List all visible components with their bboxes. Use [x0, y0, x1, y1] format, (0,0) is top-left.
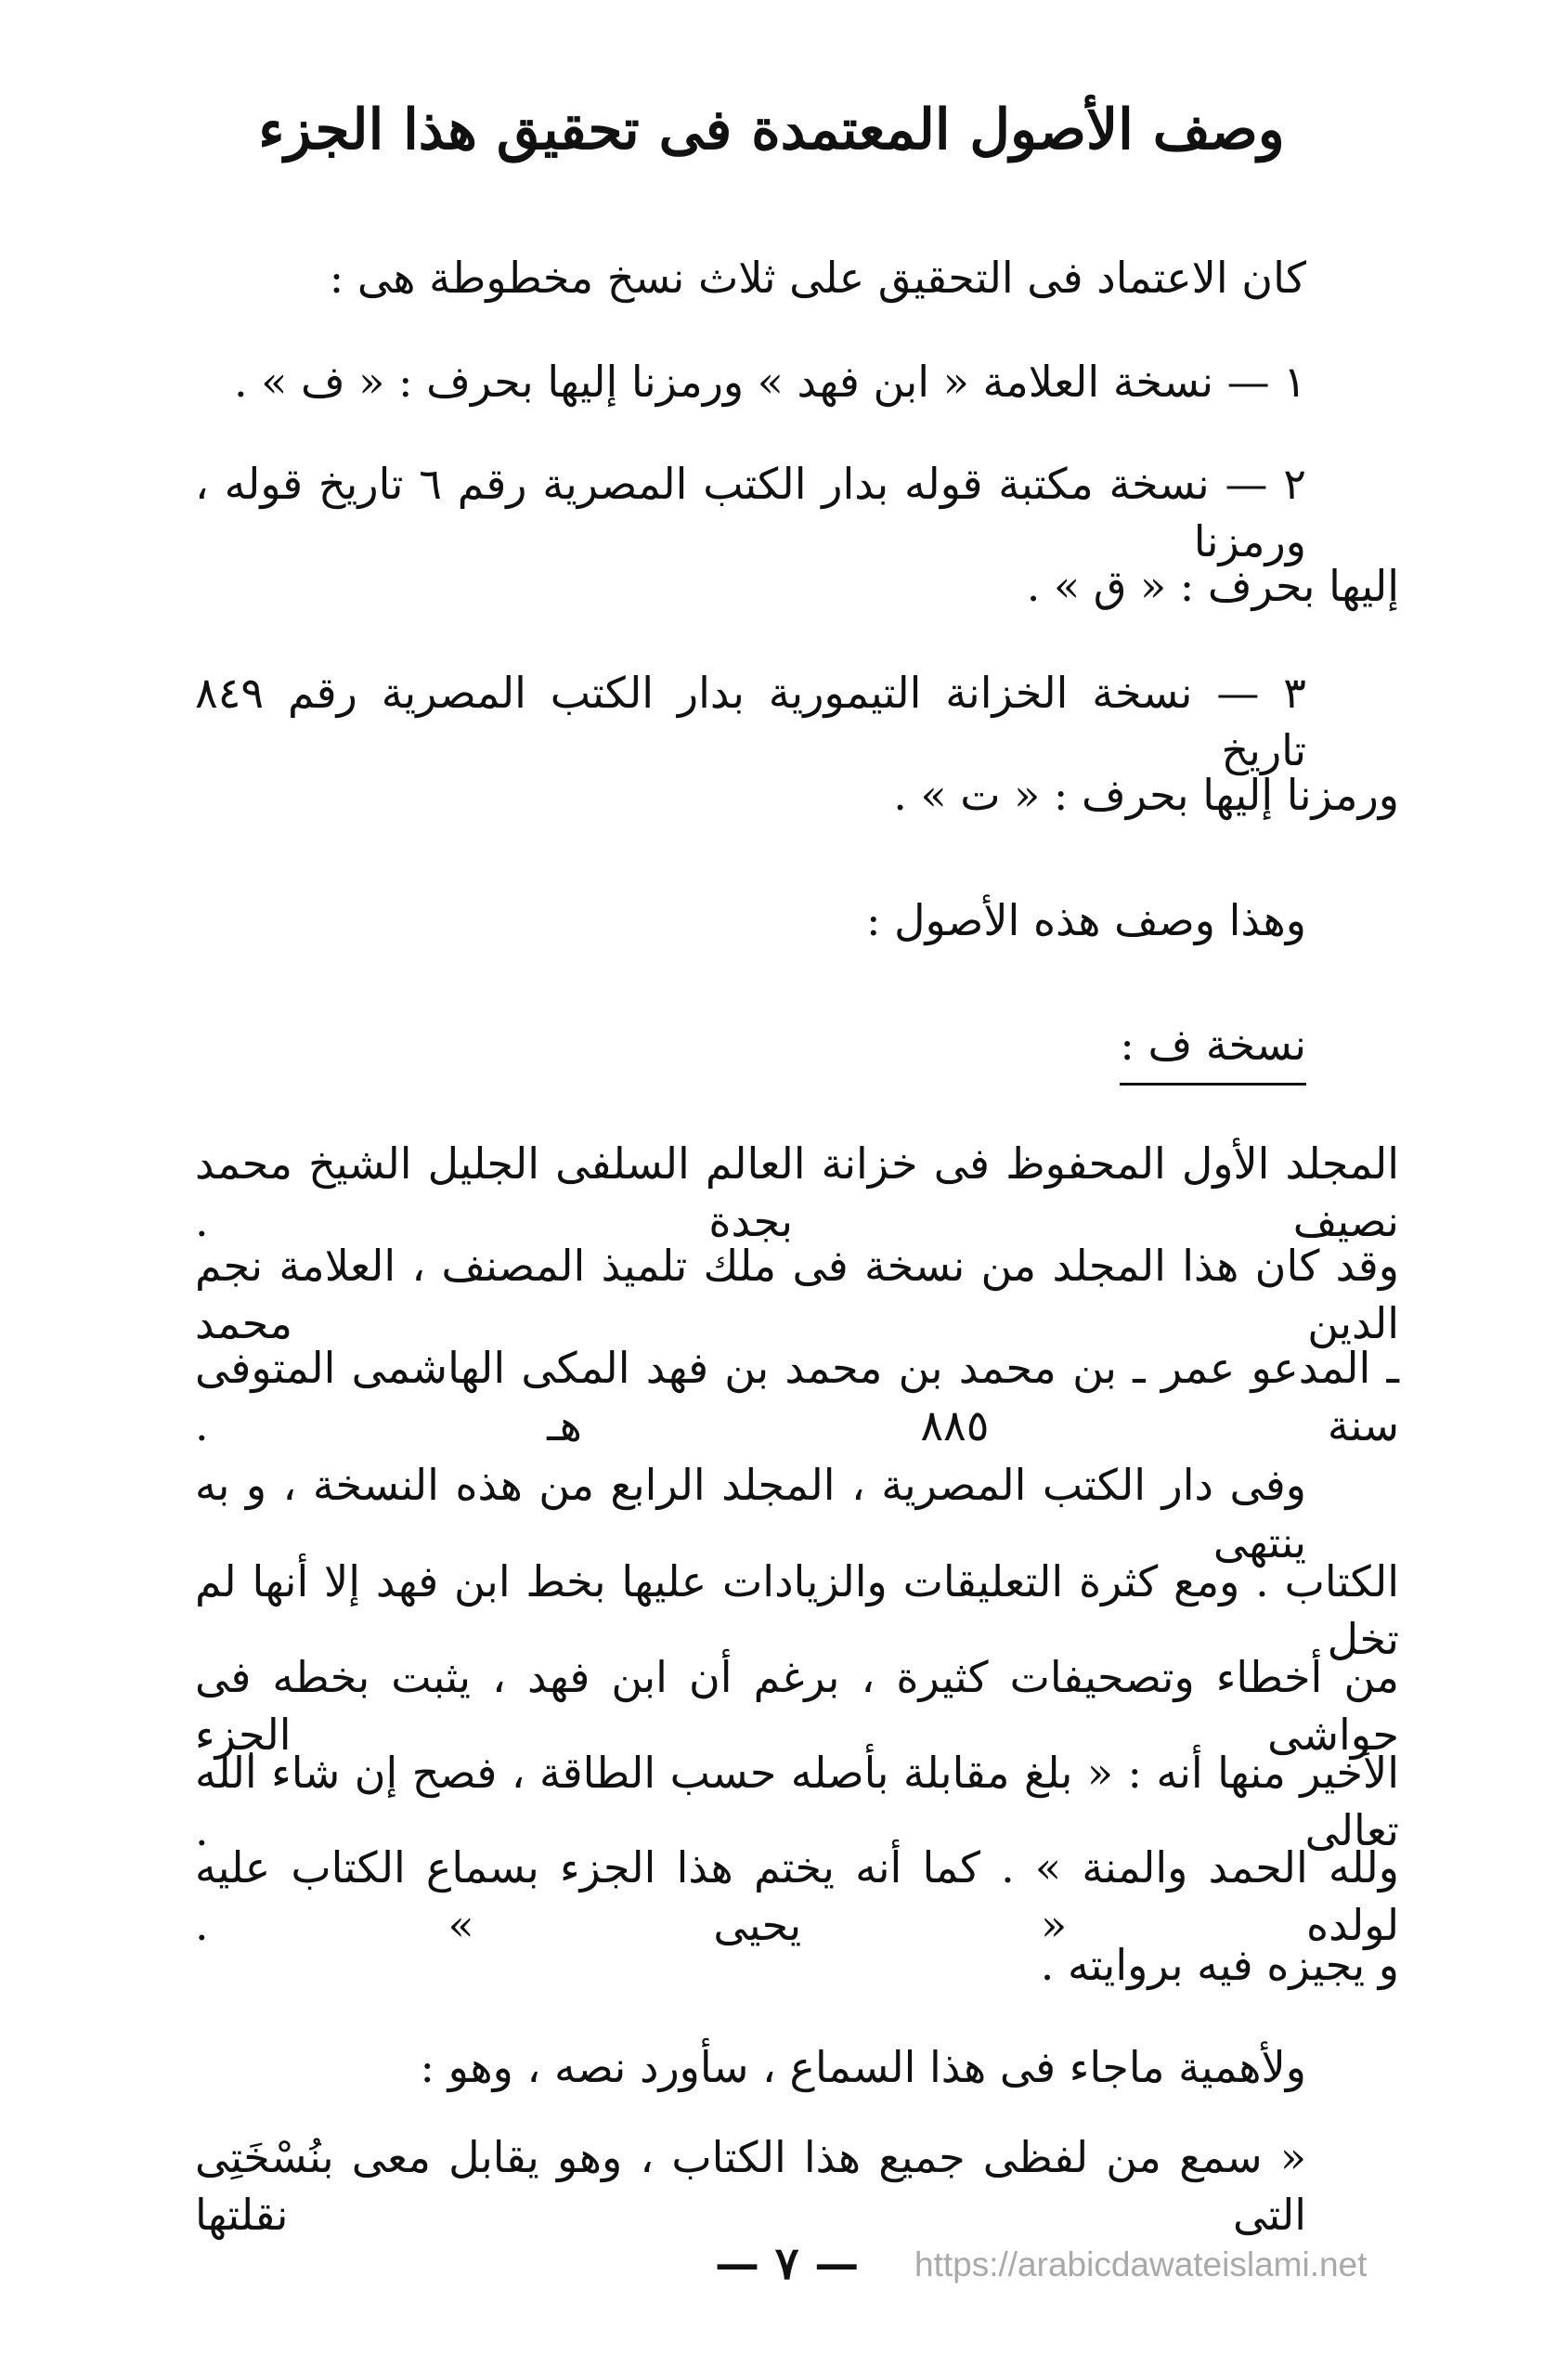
- description-intro: وهذا وصف هذه الأصول :: [865, 895, 1306, 945]
- watermark-url: https://arabicdawateislami.net: [914, 2245, 1368, 2283]
- page-title: وصف الأصول المعتمدة فى تحقيق هذا الجزء: [258, 98, 1285, 163]
- source-item-3-line-1: ٣ — نسخة الخزانة التيمورية بدار الكتب المصرية رقم ٨٤٩ تاريخ: [195, 668, 1306, 775]
- section-heading-f: نسخة ف :: [1120, 1020, 1306, 1086]
- source-item-2-line-2: إليها بحرف : « ق » .: [1026, 561, 1399, 611]
- paragraph-2-line-2: الكتاب . ومع كثرة التعليقات والزيادات عليها بخط ابن فهد إلا أنها لم تخل: [195, 1556, 1399, 1664]
- page-number: — ٧ —: [715, 2238, 860, 2290]
- paragraph-1-line-1: المجلد الأول المحفوظ فى خزانة العالم السلفى الجليل الشيخ محمد نصيف بجدة .: [195, 1138, 1399, 1246]
- paragraph-1-line-2: وقد كان هذا المجلد من نسخة فى ملك تلميذ المصنف ، العلامة نجم الدين محمد: [195, 1241, 1399, 1348]
- paragraph-1-line-3: ـ المدعو عمر ـ بن محمد بن محمد بن فهد المكى الهاشمى المتوفى سنة ٨٨٥ هـ .: [195, 1343, 1399, 1450]
- source-item-3-line-2: ورمزنا إليها بحرف : « ت » .: [893, 770, 1399, 820]
- intro-line: كان الاعتماد فى التحقيق على ثلاث نسخ مخطوطة هى :: [329, 253, 1306, 303]
- source-item-1: ١ — نسخة العلامة « ابن فهد » ورمزنا إليها بحرف : « ف » .: [233, 357, 1306, 407]
- page-footer: [0, 2238, 1543, 2303]
- paragraph-2-line-4: الأخير منها أنه : « بلغ مقابلة بأصله حسب الطاقة ، فصح إن شاء الله تعالى .: [195, 1748, 1399, 1855]
- paragraph-2-line-6: و يجيزه فيه بروايته .: [1040, 1940, 1399, 1990]
- paragraph-3-line-2: « سمع من لفظى جميع هذا الكتاب ، وهو يقابل معى بنُسْخَتِى التى نقلتها: [195, 2132, 1306, 2240]
- paragraph-2-line-5: ولله الحمد والمنة » . كما أنه يختم هذا الجزء بسماع الكتاب عليه لولده « يحيى » .: [195, 1842, 1399, 1950]
- paragraph-2-line-1: وفى دار الكتب المصرية ، المجلد الرابع من هذه النسخة ، و به ينتهى: [195, 1460, 1306, 1567]
- paragraph-2-line-3: من أخطاء وتصحيفات كثيرة ، برغم أن ابن فهد ، يثبت بخطه فى حواشى الجزء: [195, 1652, 1399, 1760]
- paragraph-3-line-1: ولأهمية ماجاء فى هذا السماع ، سأورد نصه ، وهو :: [420, 2042, 1306, 2092]
- source-item-2-line-1: ٢ — نسخة مكتبة قوله بدار الكتب المصرية رقم ٦ تاريخ قوله ، ورمزنا: [195, 459, 1306, 566]
